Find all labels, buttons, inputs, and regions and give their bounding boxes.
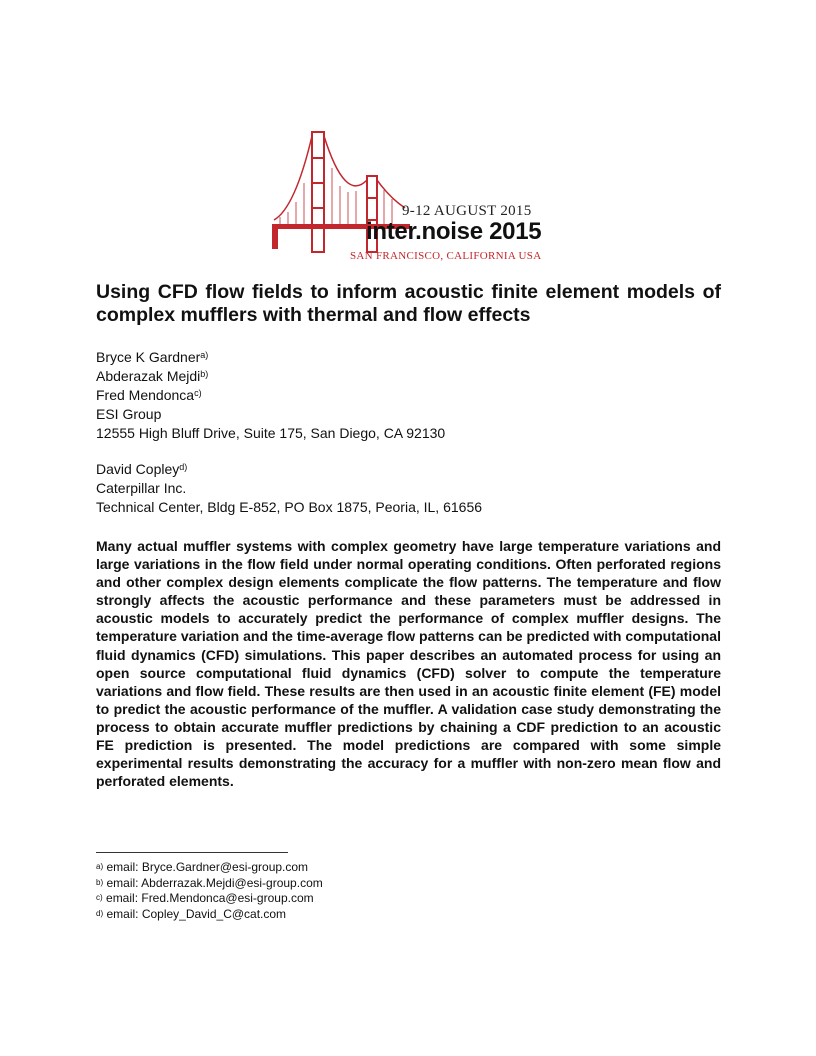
footnote-email: email: Abderrazak.Mejdi@esi-group.com xyxy=(106,875,323,890)
author-mark: b) xyxy=(200,369,209,379)
conference-date: 9-12 AUGUST 2015 xyxy=(402,203,532,219)
address: 12555 High Bluff Drive, Suite 175, San Diego, CA 92130 xyxy=(96,425,446,441)
golden-gate-bridge-icon xyxy=(270,128,550,268)
author-mark: c) xyxy=(194,388,202,398)
footnote-email: email: Bryce.Gardner@esi-group.com xyxy=(106,860,309,874)
footnote-mark: d) xyxy=(96,908,104,918)
footnote-mark: b) xyxy=(96,877,104,887)
paper-title: Using CFD flow fields to inform acoustic finite element models of complex mufflers with thermal and flow effects xyxy=(96,281,721,326)
footnote-mark: a) xyxy=(96,862,104,871)
affiliation: ESI Group xyxy=(96,406,162,422)
author-name: Fred Mendonca xyxy=(96,387,195,403)
author-mark: a) xyxy=(200,350,209,360)
author-name: Bryce K Gardner xyxy=(96,349,201,365)
footnote xyxy=(96,907,323,923)
footnote xyxy=(96,876,323,892)
abstract: Many actual muffler systems with complex geometry have large temperature variations and large variations in the flow field under normal operating conditions. Often perforated regions and other complex design elements complicate the flow patterns. The temperature and flow strongly affects the acoustic performance and these parameters must be addressed in acoustic models to accurately predict the performance of complex muffler designs. The temperature variation and the time-average flow patterns can be predicted with computational fluid dynamics (CFD) simulations. This paper describes an automated process for using an open source computational fluid dynamics (CFD) solver to compute the temperature variations and flow field. These results are then used in an acoustic finite element (FE) model to predict the acoustic performance of the muffler. A validation case study demonstrating the process to obtain accurate muffler predictions by chaining a CDF prediction to an acoustic FE prediction is presented. The model predictions are compared with some simple experimental results demonstrating the accuracy for a muffler with non-zero mean flow and perforated elements. xyxy=(96,538,721,790)
author-line xyxy=(96,348,445,367)
address: Technical Center, Bldg E-852, PO Box 1875, Peoria, IL, 61656 xyxy=(96,499,483,515)
author-line xyxy=(96,367,445,386)
footnotes xyxy=(96,860,323,922)
footnote-email: email: Copley_David_C@cat.com xyxy=(106,906,287,921)
footnote-mark: c) xyxy=(96,893,103,902)
footnote xyxy=(96,860,323,876)
author-name: Abderazak Mejdi xyxy=(96,368,201,384)
footnote-divider xyxy=(96,852,288,853)
author-block-2 xyxy=(96,460,482,517)
footnote xyxy=(96,891,323,907)
conference-brand: inter.noise 2015 xyxy=(366,218,542,245)
author-name: David Copley xyxy=(96,461,180,477)
conference-logo xyxy=(270,128,550,268)
author-line xyxy=(96,460,482,479)
author-block-1 xyxy=(96,348,445,443)
affiliation: Caterpillar Inc. xyxy=(96,480,187,496)
author-mark: d) xyxy=(179,462,188,472)
footnote-email: email: Fred.Mendonca@esi-group.com xyxy=(106,891,314,905)
conference-location: SAN FRANCISCO, CALIFORNIA USA xyxy=(350,250,542,262)
author-line xyxy=(96,386,445,405)
